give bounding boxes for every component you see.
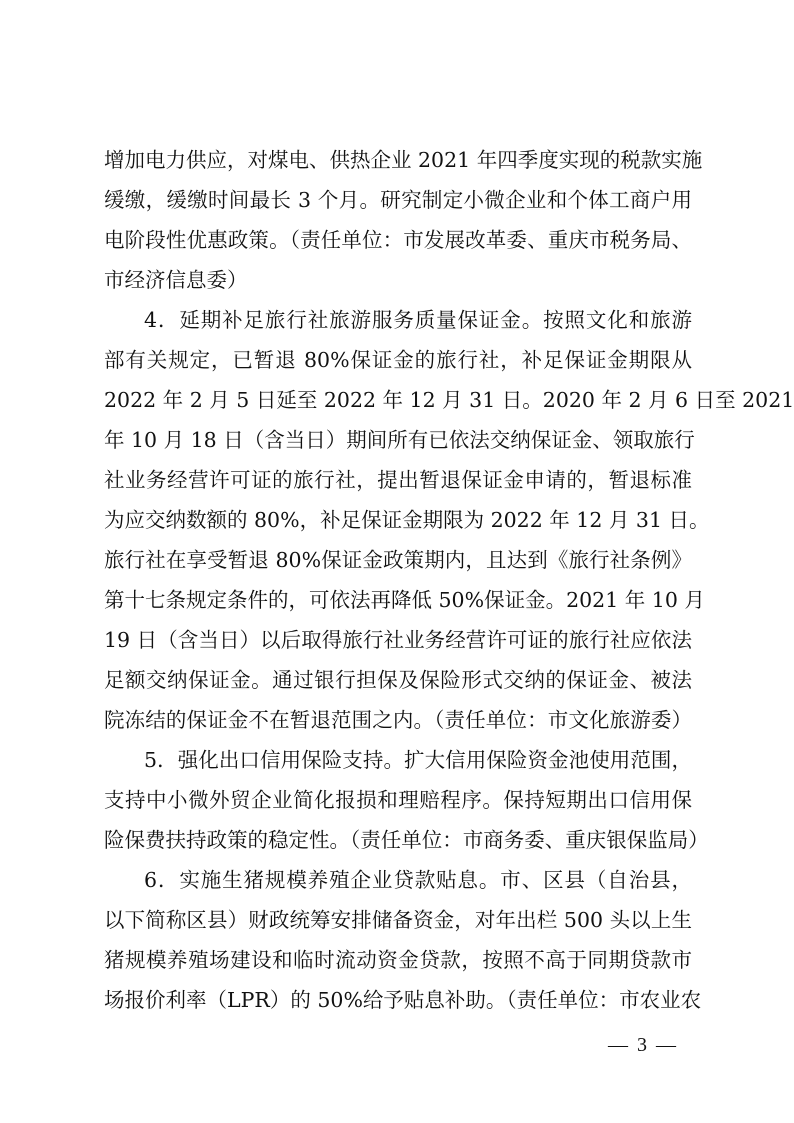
line-text: 6．实施生猪规模养殖企业贷款贴息。市、区县（自治县， (144, 868, 692, 892)
text-line (104, 380, 794, 420)
text-line (104, 540, 692, 580)
page-number: — 3 — (608, 1034, 678, 1056)
text-line (104, 780, 692, 820)
line-text: 险保费扶持政策的稳定性。（ (104, 828, 361, 852)
line-text: 社业务经营许可证的旅行社，提出暂退保证金申请的，暂退标准 (104, 468, 692, 492)
line-text: 第十七条规定条件的，可依法再降低 50%保证金。2021 年 10 月 (104, 588, 705, 612)
line-text: 19 日（含当日）以后取得旅行社业务经营许可证的旅行社应依法 (104, 628, 692, 652)
line-text: 电阶段性优惠政策。（ (104, 228, 301, 252)
text-line (104, 660, 692, 700)
responsible-unit: 市经济信息委） (104, 268, 248, 292)
line-text: 部有关规定，已暂退 80%保证金的旅行社，补足保证金期限从 (104, 348, 692, 372)
text-line (104, 460, 692, 500)
responsible-unit: 责任单位：市农业农 (516, 988, 702, 1012)
responsible-unit: 责任单位：市文化旅游委） (444, 708, 693, 732)
line-text: 缓缴，缓缴时间最长 3 个月。研究制定小微企业和个体工商户用 (104, 188, 692, 212)
text-line (104, 980, 702, 1020)
line-text: 猪规模养殖场建设和临时流动资金贷款，按照不高于同期贷款市 (104, 948, 692, 972)
line-text: 为应交纳数额的 80%，补足保证金期限为 2022 年 12 月 31 日。 (104, 508, 710, 532)
text-line (104, 900, 692, 940)
line-text: 支持中小微外贸企业简化报损和理赔程序。保持短期出口信用保 (104, 788, 692, 812)
paragraph-start-line (144, 300, 692, 340)
line-text: 5．强化出口信用保险支持。扩大信用保险资金池使用范围， (144, 748, 692, 772)
text-line (104, 700, 692, 740)
line-text: 以下简称区县）财政统筹安排储备资金，对年出栏 500 头以上生 (104, 908, 692, 932)
line-text: 场报价利率（LPR）的 50%给予贴息补助。（ (104, 988, 517, 1012)
line-text: 4．延期补足旅行社旅游服务质量保证金。按照文化和旅游 (144, 308, 692, 332)
line-text: 足额交纳保证金。通过银行担保及保险形式交纳的保证金、被法 (104, 668, 692, 692)
text-line (104, 620, 692, 660)
paragraph-start-line (144, 740, 692, 780)
responsible-unit: 责任单位：市发展改革委、重庆市税务局、 (300, 228, 693, 252)
text-line (104, 340, 692, 380)
line-text: 院冻结的保证金不在暂退范围之内。（ (104, 708, 445, 732)
text-line (104, 500, 710, 540)
text-line (104, 220, 692, 260)
text-line (104, 180, 692, 220)
text-line (104, 940, 692, 980)
text-line (104, 420, 695, 460)
text-line (104, 820, 709, 860)
line-text: 增加电力供应，对煤电、供热企业 2021 年四季度实现的税款实施 (104, 148, 703, 172)
paragraph-start-line (144, 860, 692, 900)
text-line (104, 580, 705, 620)
line-text: 年 10 月 18 日（含当日）期间所有已依法交纳保证金、领取旅行 (104, 428, 695, 452)
responsible-unit: 责任单位：市商务委、重庆银保监局） (360, 828, 709, 852)
line-text: 2022 年 2 月 5 日延至 2022 年 12 月 31 日。2020 年 2 月 6 日至 2021 (104, 388, 794, 412)
text-line (104, 140, 703, 180)
text-line (104, 260, 692, 300)
line-text: 旅行社在享受暂退 80%保证金政策期内，且达到《旅行社条例》 (104, 548, 692, 572)
